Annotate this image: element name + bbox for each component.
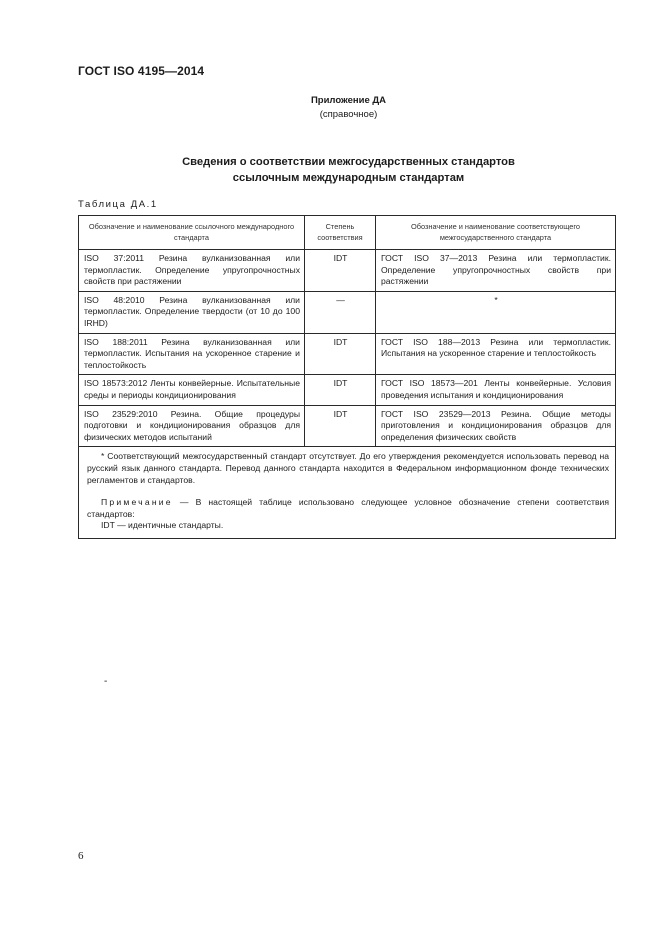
section-title xyxy=(0,154,661,186)
cell-international-standard: ISO 48:2010 Резина вулканизованная или термопластик. Определение твердости (от 10 до 100 IRHD) xyxy=(79,291,305,333)
document-header: ГОСТ ISO 4195—2014 xyxy=(78,64,205,78)
cell-interstate-standard: * xyxy=(376,291,616,333)
cell-degree: IDT xyxy=(305,250,376,292)
section-title-line-1: Сведения о соответствии межгосударственных стандартов xyxy=(182,156,515,168)
cell-interstate-standard: ГОСТ ISO 188—2013 Резина или термопластик. Испытания на ускоренное старение и теплостойкость xyxy=(376,333,616,375)
table-caption: Таблица ДА.1 xyxy=(78,199,158,210)
table-row xyxy=(79,291,616,333)
header-interstate-standard: Обозначение и наименование соответствующего межгосударственного стандарта xyxy=(376,216,616,250)
header-international-standard: Обозначение и наименование ссылочного международного стандарта xyxy=(79,216,305,250)
appendix-heading xyxy=(0,94,661,122)
table-header-row xyxy=(79,216,616,250)
cell-interstate-standard: ГОСТ ISO 18573—201 Ленты конвейерные. Условия проведения испытания и кондиционирования xyxy=(376,375,616,405)
note-item-idt: IDT — идентичные стандарты. xyxy=(101,520,224,531)
note-text: — В настоящей таблице использовано следующее условное обозначение степени соответствия стандартов: xyxy=(87,497,609,519)
cell-international-standard: ISO 37:2011 Резина вулканизованная или термопластик. Определение упругопрочностных свойств при растяжении xyxy=(79,250,305,292)
cell-degree: IDT xyxy=(305,375,376,405)
cell-degree: — xyxy=(305,291,376,333)
table-row xyxy=(79,375,616,405)
table-row xyxy=(79,405,616,447)
cell-degree: IDT xyxy=(305,333,376,375)
cell-international-standard: ISO 23529:2010 Резина. Общие процедуры подготовки и кондиционирования образцов для физических методов испытаний xyxy=(79,405,305,447)
table-row xyxy=(79,250,616,292)
appendix-title: Приложение ДА xyxy=(310,95,387,106)
footnote-text: * Соответствующий межгосударственный стандарт отсутствует. До его утверждения рекомендуется использовать перевод на русский язык данного стандарта. Перевод данного стандарта находится в Федеральном информационном фонде технических регламентов и стандартов. xyxy=(87,451,609,485)
correspondence-table xyxy=(78,215,616,539)
page-number: 6 xyxy=(78,850,84,862)
cell-interstate-standard: ГОСТ ISO 37—2013 Резина или термопластик. Определение упругопрочностных свойств при растяжении xyxy=(376,250,616,292)
table-row xyxy=(79,333,616,375)
cell-interstate-standard: ГОСТ ISO 23529—2013 Резина. Общие методы приготовления и кондиционирования образцов для определения физических свойств xyxy=(376,405,616,447)
table-note xyxy=(87,497,609,520)
header-degree-of-correspondence: Степень соответствия xyxy=(305,216,376,250)
cell-degree: IDT xyxy=(305,405,376,447)
section-title-line-2: ссылочным международным стандартам xyxy=(232,172,465,184)
table-footer-row xyxy=(79,447,616,539)
table-footnotes xyxy=(79,447,616,539)
cell-international-standard: ISO 18573:2012 Ленты конвейерные. Испытательные среды и периоды кондиционирования xyxy=(79,375,305,405)
cell-international-standard: ISO 188:2011 Резина вулканизованная или термопластик. Испытания на ускоренное старение и теплостойкость xyxy=(79,333,305,375)
appendix-subtitle: (справочное) xyxy=(319,109,378,120)
note-label: Примечание xyxy=(101,497,173,508)
stray-mark: - xyxy=(104,676,108,687)
